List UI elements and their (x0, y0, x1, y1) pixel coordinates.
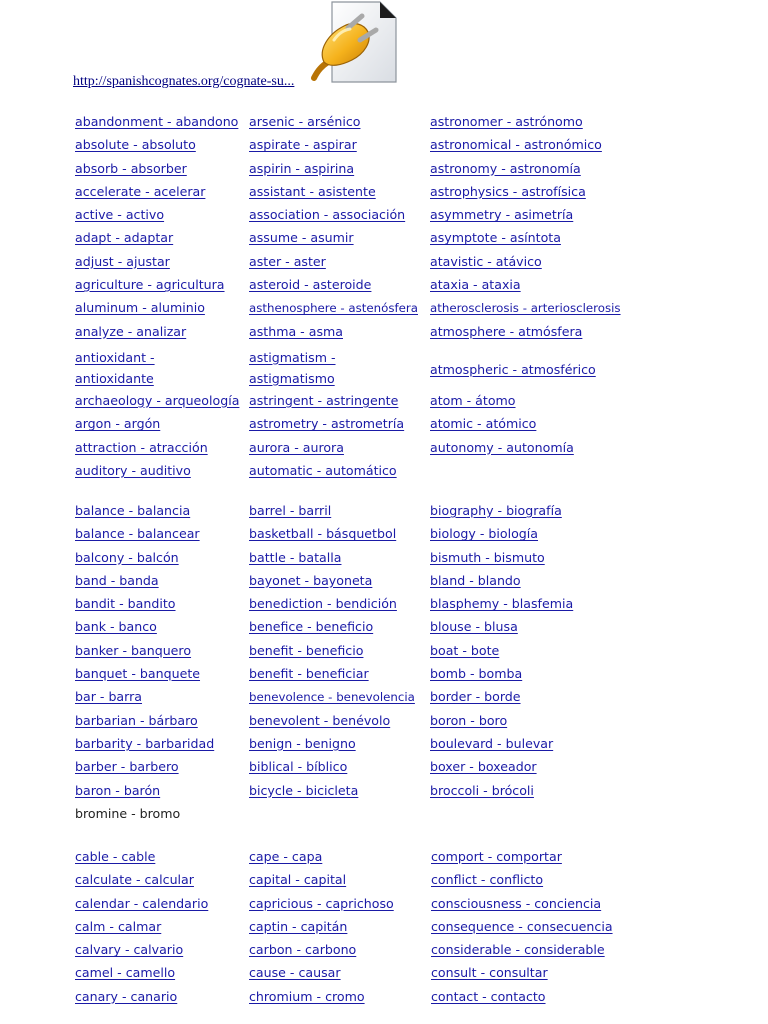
cognate-link[interactable]: auditory - auditivo (75, 462, 191, 478)
cognate-link[interactable]: battle - batalla (249, 549, 342, 565)
cognate-link[interactable]: broccoli - brócoli (430, 782, 534, 798)
cognate-link[interactable]: calvary - calvario (75, 942, 184, 958)
cognate-link[interactable]: carbon - carbono (249, 942, 357, 958)
cognate-link[interactable]: atmospheric - atmosférico (430, 361, 596, 377)
cognate-link[interactable]: asteroid - asteroide (249, 277, 372, 293)
cognate-link[interactable]: bicycle - bicicleta (249, 782, 359, 798)
cognate-link[interactable]: abandonment - abandono (75, 114, 239, 129)
cognate-link[interactable]: capricious - caprichoso (249, 895, 394, 911)
cognate-link[interactable]: comport - comportar (431, 849, 562, 864)
cognate-link[interactable]: band - banda (75, 572, 159, 588)
cognate-link[interactable]: benevolence - benevolencia (249, 690, 415, 705)
cognate-link[interactable]: benevolent - benévolo (249, 712, 391, 728)
cognate-link[interactable]: atmosphere - atmósfera (430, 323, 583, 339)
cognate-link[interactable]: astringent - astringente (249, 392, 399, 408)
cognate-link[interactable]: blasphemy - blasfemia (430, 596, 574, 612)
cognate-link[interactable]: contact - contacto (431, 988, 546, 1004)
cognate-link[interactable]: balance - balancia (75, 503, 191, 518)
cognate-link[interactable]: consult - consultar (431, 965, 548, 981)
cognate-link[interactable]: conflict - conflicto (431, 872, 544, 888)
cognate-link[interactable]: agriculture - agricultura (75, 277, 225, 293)
column-2 (249, 114, 418, 486)
cognate-link[interactable]: arsenic - arsénico (249, 114, 361, 129)
cognate-link[interactable]: asthenosphere - astenósfera (249, 301, 418, 316)
cognate-link[interactable]: active - activo (75, 207, 165, 223)
cognate-link[interactable]: analyze - analizar (75, 323, 187, 339)
column-3 (431, 849, 613, 1012)
cognate-link[interactable]: biblical - bíblico (249, 759, 348, 775)
cognate-link[interactable]: consciousness - conciencia (431, 895, 602, 911)
cognate-link[interactable]: cause - causar (249, 965, 341, 981)
cognate-link[interactable]: boron - boro (430, 712, 508, 728)
cognate-text: bromine - bromo (75, 805, 181, 821)
column-1 (75, 503, 214, 829)
cognate-link[interactable]: aster - aster (249, 253, 326, 269)
cognate-link[interactable]: asymmetry - asimetría (430, 207, 574, 223)
cognate-link[interactable]: atavistic - atávico (430, 253, 542, 269)
cognate-link[interactable]: boulevard - bulevar (430, 735, 554, 751)
cognate-link[interactable]: capital - capital (249, 872, 347, 888)
cognate-link[interactable]: consequence - consecuencia (431, 918, 613, 934)
column-3 (430, 503, 573, 806)
missing-plugin-icon[interactable] (304, 0, 398, 84)
cognate-link[interactable]: adapt - adaptar (75, 230, 174, 246)
cognate-link[interactable]: benign - benigno (249, 735, 356, 751)
column-2 (249, 503, 415, 806)
cognate-link[interactable]: archaeology - arqueología (75, 392, 240, 408)
cognate-link[interactable]: bland - blando (430, 572, 521, 588)
cognate-link[interactable]: camel - camello (75, 965, 176, 981)
cognate-link[interactable]: astronomical - astronómico (430, 137, 602, 153)
cognate-link[interactable]: astrometry - astrometría (249, 416, 405, 432)
cognate-link[interactable]: cape - capa (249, 849, 323, 864)
cognate-link[interactable]: balcony - balcón (75, 549, 179, 565)
cognate-link[interactable]: captin - capitán (249, 918, 348, 934)
cognate-link[interactable]: astrophysics - astrofísica (430, 183, 586, 199)
cognate-link[interactable]: astronomy - astronomía (430, 160, 581, 176)
cognate-link[interactable]: aluminum - aluminio (75, 300, 205, 316)
cognate-link[interactable]: balance - balancear (75, 526, 200, 542)
cognate-link[interactable]: antioxidant - antioxidante (75, 349, 155, 386)
cognate-link[interactable]: association - associación (249, 207, 406, 223)
cognate-link[interactable]: atom - átomo (430, 392, 516, 408)
cognate-link[interactable]: blouse - blusa (430, 619, 518, 635)
cognate-link[interactable]: autonomy - autonomía (430, 439, 574, 455)
cognate-link[interactable]: bayonet - bayoneta (249, 572, 373, 588)
cognate-link[interactable]: barber - barbero (75, 759, 179, 775)
cognate-link[interactable]: bismuth - bismuto (430, 549, 545, 565)
cognate-link[interactable]: automatic - automático (249, 462, 397, 478)
cognate-link[interactable]: calm - calmar (75, 918, 162, 934)
cognate-link[interactable]: basketball - básquetbol (249, 526, 397, 542)
cognate-link[interactable]: astronomer - astrónomo (430, 114, 583, 129)
cognate-link[interactable]: calendar - calendario (75, 895, 209, 911)
column-1 (75, 114, 239, 486)
cognate-link[interactable]: barrel - barril (249, 503, 332, 518)
cognate-link[interactable]: assistant - asistente (249, 183, 376, 199)
cognate-link[interactable]: considerable - considerable (431, 942, 605, 958)
cognate-link[interactable]: aspirate - aspirar (249, 137, 357, 153)
cognate-link[interactable]: cable - cable (75, 849, 156, 864)
cognate-link[interactable]: biology - biología (430, 526, 539, 542)
column-1 (75, 849, 208, 1012)
cognate-link[interactable]: benediction - bendición (249, 596, 397, 612)
cognate-link[interactable]: banquet - banquete (75, 666, 201, 682)
cognate-link[interactable]: benefice - beneficio (249, 619, 374, 635)
cognate-link[interactable]: bar - barra (75, 689, 143, 705)
cognate-link[interactable]: attraction - atracción (75, 439, 208, 455)
source-url-link[interactable]: http://spanishcognates.org/cognate-su... (73, 74, 295, 89)
cognate-link[interactable]: assume - asumir (249, 230, 354, 246)
cognate-link[interactable]: asymptote - asíntota (430, 230, 561, 246)
cognate-link[interactable]: barbarity - barbaridad (75, 735, 215, 751)
cognate-link[interactable]: bomb - bomba (430, 666, 523, 682)
cognate-link[interactable]: aurora - aurora (249, 439, 344, 455)
cognate-link[interactable]: bandit - bandito (75, 596, 176, 612)
cognate-link[interactable]: astigmatism - astigmatismo (249, 349, 336, 386)
cognate-link[interactable]: ataxia - ataxia (430, 277, 521, 293)
cognate-link[interactable]: chromium - cromo (249, 988, 365, 1004)
column-2 (249, 849, 394, 1012)
cognate-link[interactable]: bank - banco (75, 619, 157, 635)
cognate-link[interactable]: adjust - ajustar (75, 253, 170, 269)
cognate-link[interactable]: benefit - beneficio (249, 642, 364, 658)
column-3 (430, 114, 621, 463)
cognate-link[interactable]: absorb - absorber (75, 160, 187, 176)
cognate-link[interactable]: boxer - boxeador (430, 759, 537, 775)
cognate-link[interactable]: accelerate - acelerar (75, 183, 206, 199)
cognate-link[interactable]: biography - biografía (430, 503, 562, 518)
cognate-link[interactable]: border - borde (430, 689, 521, 705)
cognate-link[interactable]: atomic - atómico (430, 416, 537, 432)
cognate-link[interactable]: aspirin - aspirina (249, 160, 355, 176)
cognate-link[interactable]: calculate - calcular (75, 872, 194, 888)
cognate-link[interactable]: canary - canario (75, 988, 178, 1004)
cognate-link[interactable]: baron - barón (75, 782, 161, 798)
cognate-link[interactable]: banker - banquero (75, 642, 192, 658)
cognate-link[interactable]: absolute - absoluto (75, 137, 196, 153)
cognate-link[interactable]: boat - bote (430, 642, 500, 658)
cognate-link[interactable]: asthma - asma (249, 323, 343, 339)
cognate-link[interactable]: benefit - beneficiar (249, 666, 369, 682)
cognate-link[interactable]: barbarian - bárbaro (75, 712, 198, 728)
cognate-link[interactable]: atherosclerosis - arteriosclerosis (430, 301, 621, 316)
cognate-link[interactable]: argon - argón (75, 416, 161, 432)
